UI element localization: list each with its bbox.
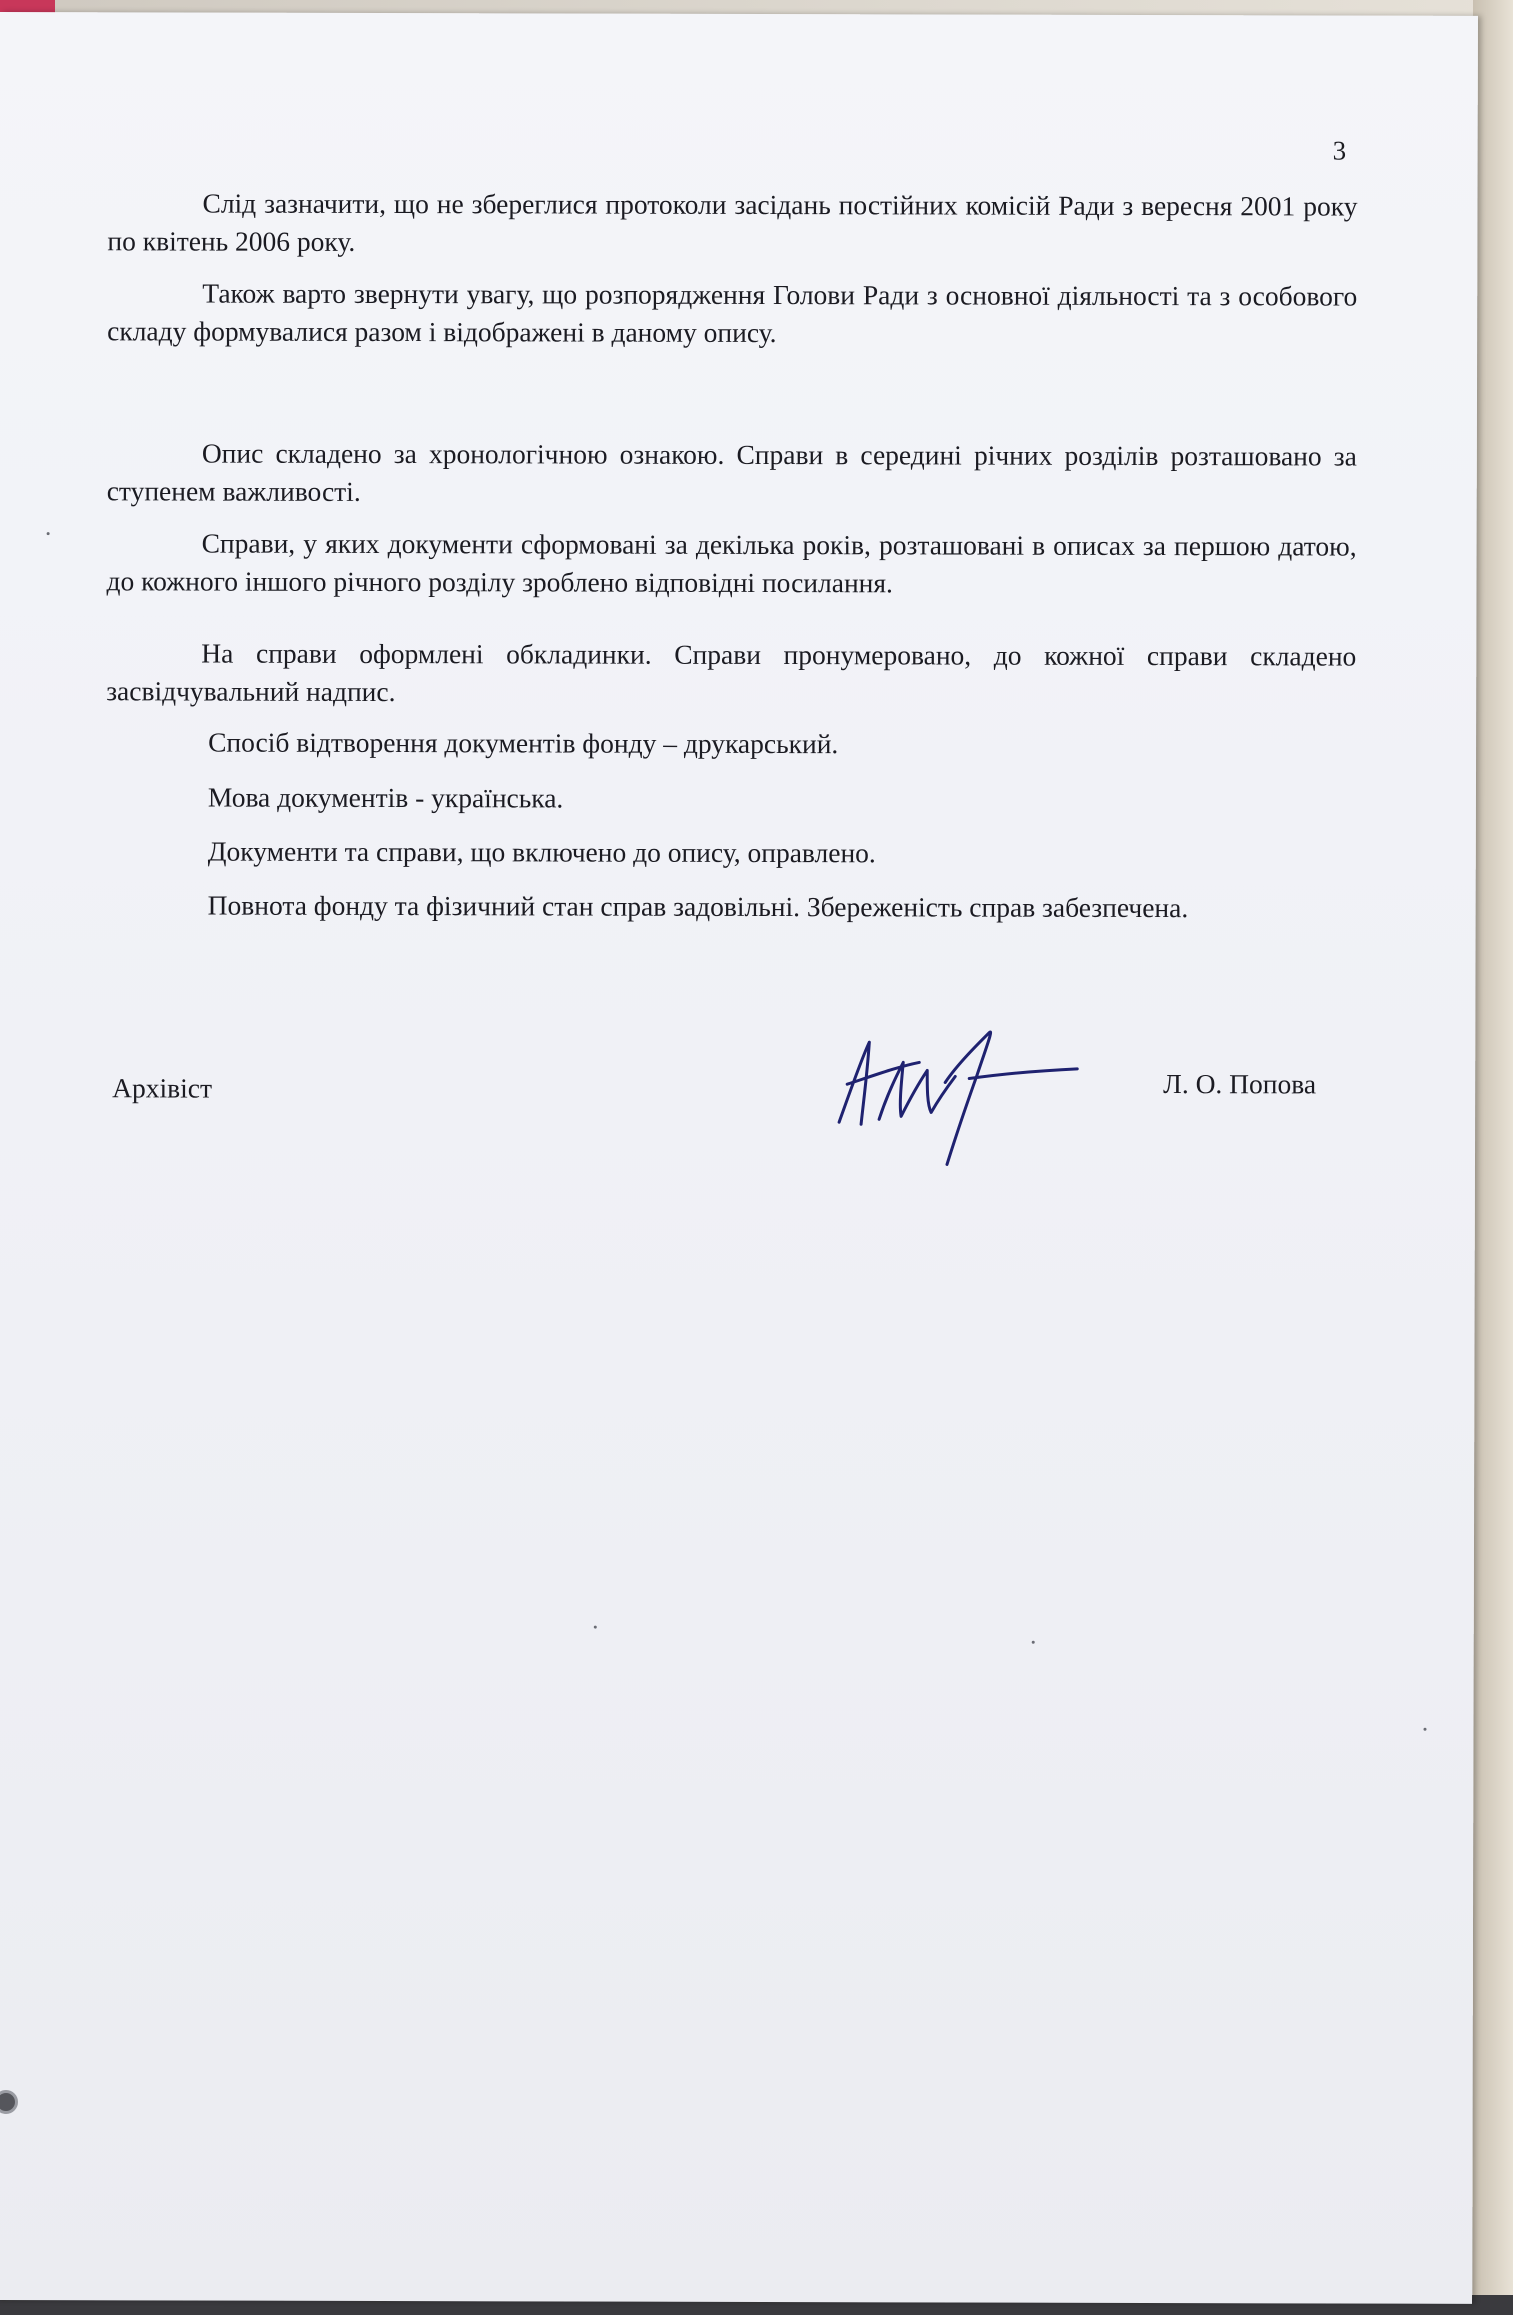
paragraph-covers [106,634,1356,713]
paragraph-chronology-text: Опис складено за хронологічною ознакою. Справи в середині річних розділів розташовано за ступенем важливості. [106,437,1357,507]
paragraph-covers-text: На справи оформлені обкладинки. Справи пронумеровано, до кожної справи складено засвідчувальний надпис. [106,637,1357,708]
paragraph-orders [107,274,1357,353]
page-number: 3 [1332,135,1347,166]
paragraph-multi-year [106,524,1356,603]
paper-speck [1032,1641,1035,1644]
paragraph-protocols-text: Слід зазначити, що не збереглися протоколи засідань постійних комісій Ради з вересня 2001 року по квітень 2006 року. [107,187,1358,257]
paragraph-orders-text: Також варто звернути увагу, що розпорядження Голови Ради з основної діяльності та з особового складу формувалися разом і відображені в даному опису. [107,277,1358,349]
paragraph-protocols [107,184,1357,263]
handwritten-signature [827,1004,1127,1175]
paper-speck [594,1626,597,1629]
right-background-strip [1473,0,1513,2315]
line-condition: Повнота фонду та фізичний стан справ задовільні. Збереженість справ забезпечена. [207,889,1189,924]
signatory-name: Л. О. Попова [1163,1068,1317,1100]
paragraph-multi-year-text: Справи, у яких документи сформовані за декілька років, розташовані в описах за першою датою, до кожного іншого річного розділу зроблено відповідні посилання. [106,527,1357,599]
line-language: Мова документів - українська. [207,781,564,814]
line-bound: Документи та справи, що включено до опису, оправлено. [207,835,876,869]
document-page [0,12,1478,2304]
paragraph-chronology [107,434,1357,513]
line-reproduction-method: Спосіб відтворення документів фонду – друкарський. [208,726,839,760]
paper-speck [47,532,50,535]
paper-speck [1424,1728,1427,1731]
signatory-position: Архівіст [112,1072,213,1104]
